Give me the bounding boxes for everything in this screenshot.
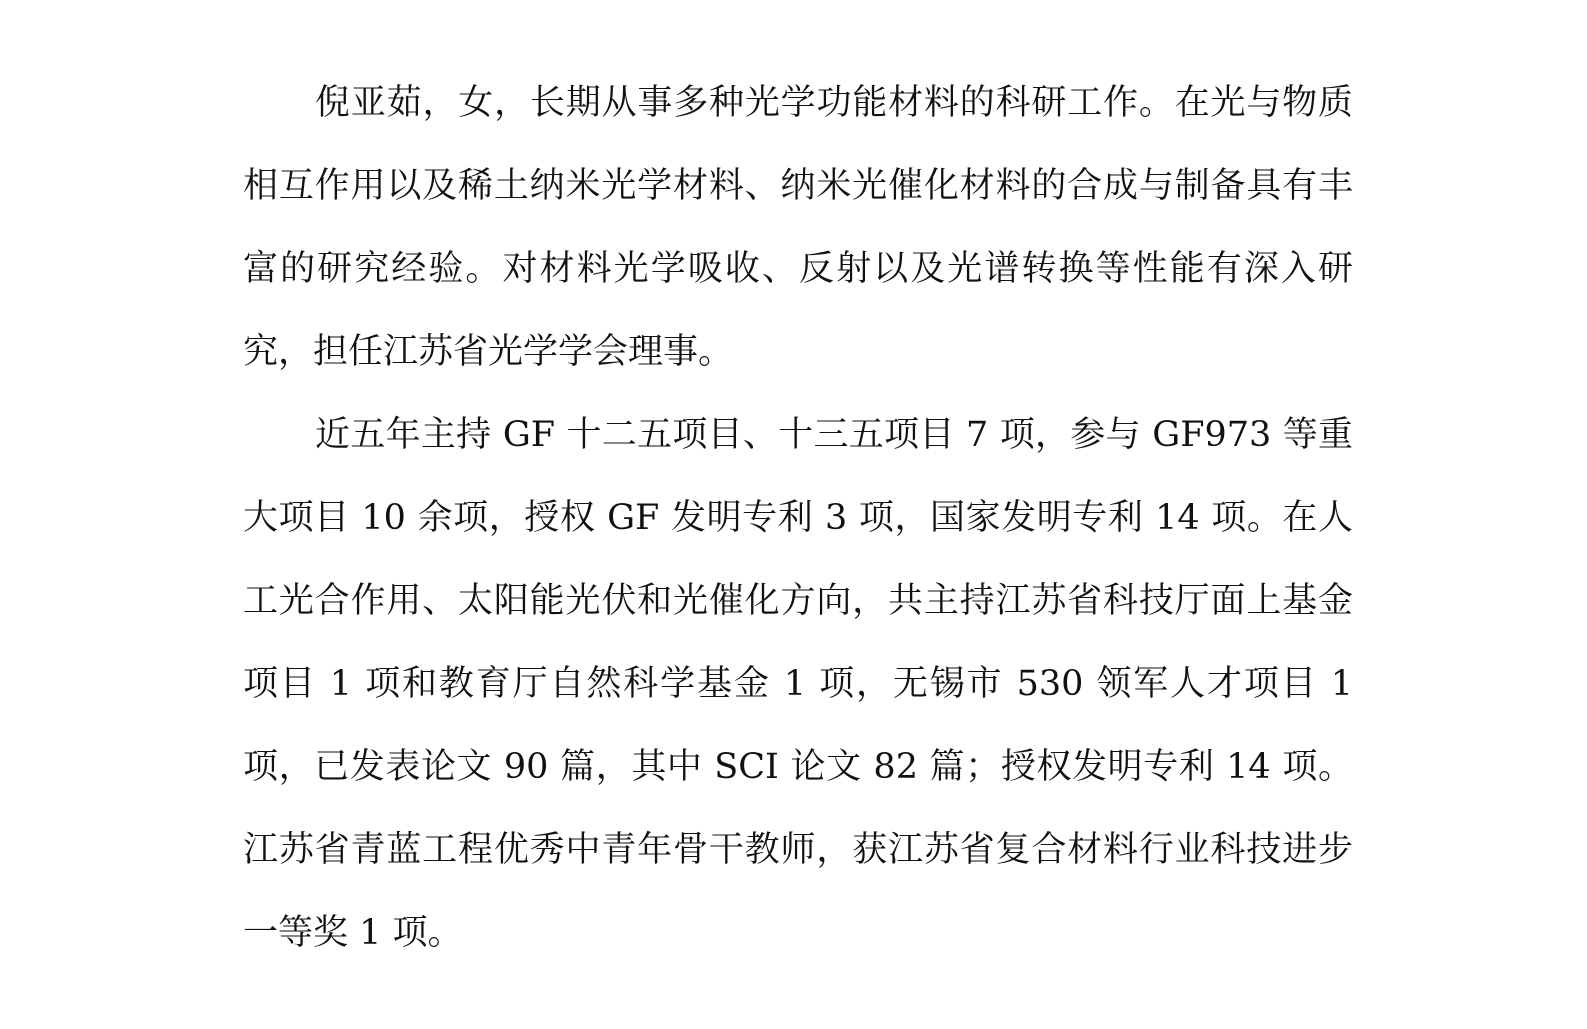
paragraph-biography: 倪亚茹，女，长期从事多种光学功能材料的科研工作。在光与物质相互作用以及稀土纳米光学材料、纳米光催化材料的合成与制备具有丰富的研究经验。对材料光学吸收、反射以及光谱转换等性能有深入研究，担任江苏省光学学会理事。: [243, 83, 1353, 372]
document-body: [243, 62, 1353, 975]
paragraph-achievements: 近五年主持 GF 十二五项目、十三五项目 7 项，参与 GF973 等重大项目 10 余项，授权 GF 发明专利 3 项，国家发明专利 14 项。在人工光合作用、太阳能光伏和光催化方向，共主持江苏省科技厅面上基金项目 1 项和教育厅自然科学基金 1 项，无锡市 530 领军人才项目 1 项，已发表论文 90 篇，其中 SCI 论文 82 篇；授权发明专利 14 项。江苏省青蓝工程优秀中青年骨干教师，获江苏省复合材料行业科技进步一等奖 1 项。: [243, 415, 1353, 953]
